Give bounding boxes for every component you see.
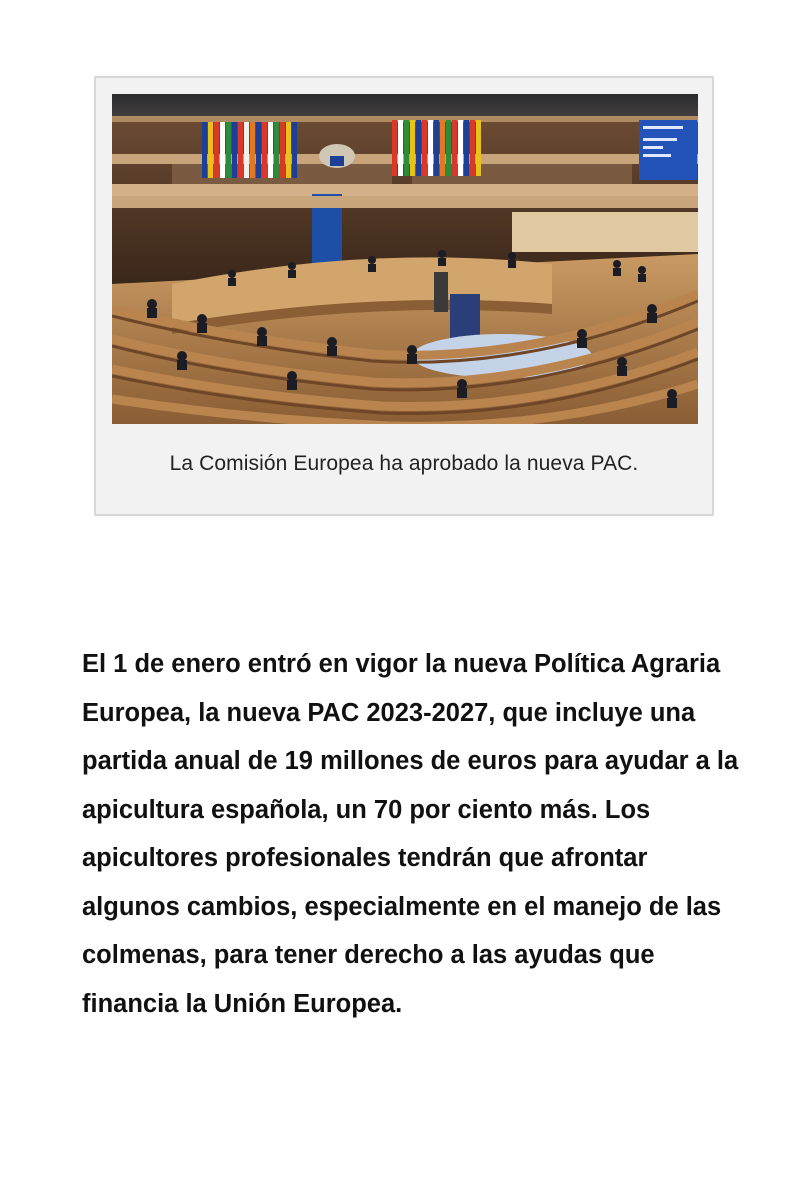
photo-caption: La Comisión Europea ha aprobado la nueva PAC. xyxy=(169,452,639,475)
parliament-hemicycle-photo xyxy=(112,94,698,424)
article-paragraph: El 1 de enero entró en vigor la nueva Política Agraria Europea, la nueva PAC 2023-2027, que incluye una partida anual de 19 millones de euros para ayudar a la apicultura española, un 70 por ciento más. Los apicultores profesionales tendrán que afrontar algunos cambios, especialmente en el manejo de las colmenas, para tener derecho a las ayudas que financia la Unión Europea. xyxy=(82,650,739,1018)
flags-right xyxy=(392,120,481,176)
photo-figure xyxy=(94,76,714,516)
